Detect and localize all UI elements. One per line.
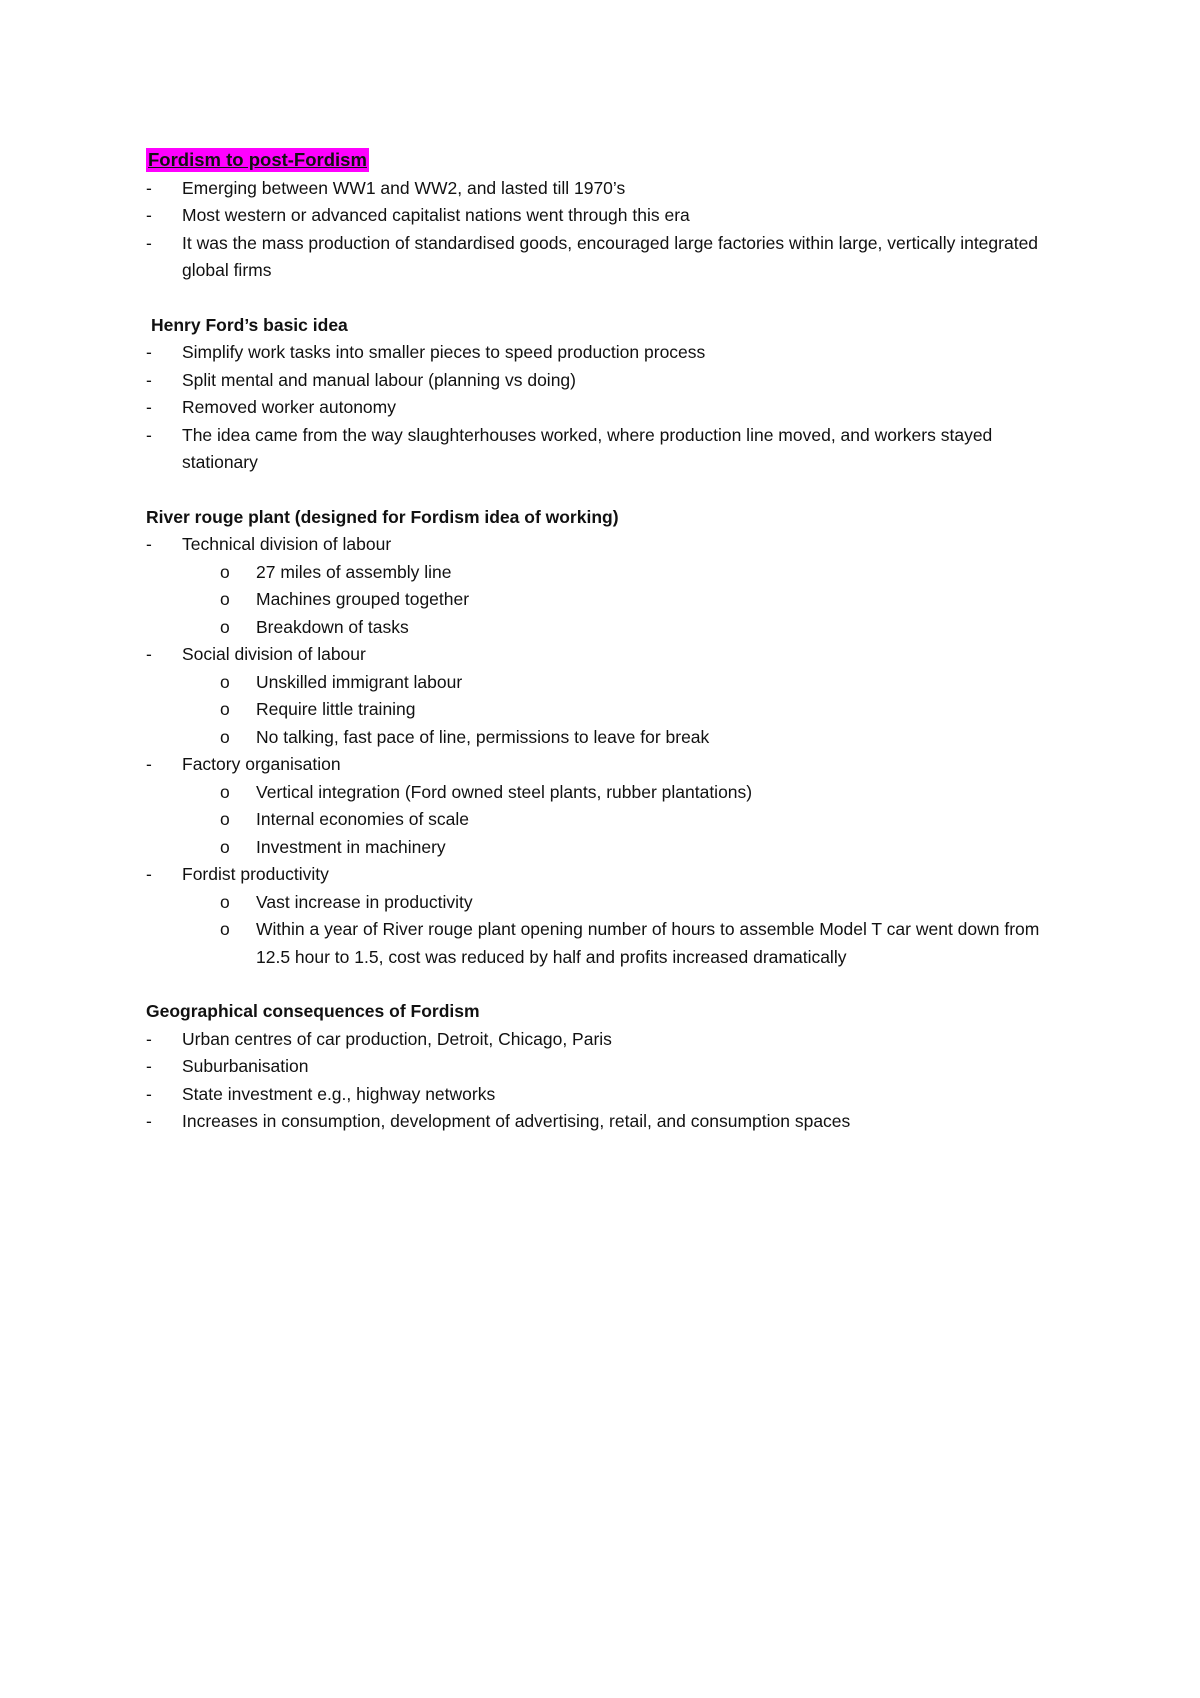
sub-item-text: Vast increase in productivity xyxy=(256,891,473,912)
circle-bullet: o xyxy=(220,836,230,857)
list-item xyxy=(146,175,1046,203)
list-item-text: Most western or advanced capitalist nations went through this era xyxy=(182,205,690,225)
page-title: Fordism to post-Fordism xyxy=(148,149,367,170)
section-heading-geography: Geographical consequences of Fordism xyxy=(146,1001,480,1021)
circle-bullet: o xyxy=(220,616,230,637)
list-item-text: Increases in consumption, development of advertising, retail, and consumption spaces xyxy=(182,1111,851,1131)
dash-bullet: - xyxy=(146,177,152,198)
list-item xyxy=(146,422,1046,477)
dash-bullet: - xyxy=(146,1056,152,1076)
list-item-text: Fordist productivity xyxy=(182,864,329,884)
sub-list-item xyxy=(146,834,1046,862)
dash-bullet: - xyxy=(146,397,152,417)
sub-item-text: Investment in machinery xyxy=(256,836,446,857)
list-item-text: Simplify work tasks into smaller pieces to speed production process xyxy=(182,342,706,362)
circle-bullet: o xyxy=(220,726,230,747)
list-item xyxy=(146,367,1046,395)
circle-bullet: o xyxy=(220,699,230,719)
dash-bullet: - xyxy=(146,534,152,554)
list-item-text: It was the mass production of standardised goods, encouraged large factories within large, vertically integrated global firms xyxy=(182,232,1039,280)
list-item xyxy=(146,641,1046,669)
circle-bullet: o xyxy=(220,671,230,692)
sub-item-text: Machines grouped together xyxy=(256,589,470,609)
list-item xyxy=(146,230,1046,285)
sub-list-item xyxy=(146,916,1046,971)
circle-bullet: o xyxy=(220,589,230,609)
circle-bullet: o xyxy=(220,561,230,582)
list-item xyxy=(146,1108,1046,1136)
henry-ford-list xyxy=(146,339,1046,477)
list-item-text: Urban centres of car production, Detroit, Chicago, Paris xyxy=(182,1028,612,1049)
river-rouge-list xyxy=(146,531,1046,971)
list-item xyxy=(146,531,1046,559)
list-item xyxy=(146,751,1046,779)
dash-bullet: - xyxy=(146,754,152,774)
circle-bullet: o xyxy=(220,919,230,939)
sub-list-item xyxy=(146,806,1046,834)
list-item xyxy=(146,1081,1046,1109)
sub-item-text: Breakdown of tasks xyxy=(256,616,409,637)
geography-list xyxy=(146,1026,1046,1136)
list-item xyxy=(146,1053,1046,1081)
dash-bullet: - xyxy=(146,205,152,225)
sub-list-item xyxy=(146,889,1046,917)
sub-item-text: 27 miles of assembly line xyxy=(256,561,452,582)
dash-bullet: - xyxy=(146,1083,152,1104)
sub-item-text: Internal economies of scale xyxy=(256,809,470,829)
dash-bullet: - xyxy=(146,424,152,445)
sub-list-item xyxy=(146,696,1046,724)
circle-bullet: o xyxy=(220,809,230,829)
section-heading-henry-ford: Henry Ford’s basic idea xyxy=(151,314,348,335)
circle-bullet: o xyxy=(220,781,230,802)
intro-list xyxy=(146,175,1046,285)
dash-bullet: - xyxy=(146,232,152,253)
dash-bullet: - xyxy=(146,1028,152,1049)
dash-bullet: - xyxy=(146,864,152,884)
sub-list-item xyxy=(146,559,1046,587)
list-item-text: Emerging between WW1 and WW2, and lasted till 1970’s xyxy=(182,177,626,198)
list-item-text: State investment e.g., highway networks xyxy=(182,1083,496,1104)
document-content xyxy=(146,147,1046,1136)
section-heading-river-rouge: River rouge plant (designed for Fordism idea of working) xyxy=(146,506,619,527)
sub-list-item xyxy=(146,779,1046,807)
dash-bullet: - xyxy=(146,369,152,390)
sub-item-text: Require little training xyxy=(256,699,416,719)
list-item-text: The idea came from the way slaughterhouses worked, where production line moved, and workers stayed stationary xyxy=(182,424,993,472)
sub-item-text: Within a year of River rouge plant opening number of hours to assemble Model T car went down from 12.5 hour to 1.5, cost was reduced by half and profits increased dramatically xyxy=(256,919,1040,967)
list-item xyxy=(146,861,1046,889)
list-item-text: Suburbanisation xyxy=(182,1056,309,1076)
sub-list-item xyxy=(146,724,1046,752)
list-item xyxy=(146,394,1046,422)
list-item-text: Social division of labour xyxy=(182,644,366,664)
circle-bullet: o xyxy=(220,891,230,912)
sub-list-item xyxy=(146,669,1046,697)
list-item xyxy=(146,339,1046,367)
sub-item-text: Vertical integration (Ford owned steel plants, rubber plantations) xyxy=(256,781,753,802)
list-item-text: Removed worker autonomy xyxy=(182,397,396,417)
list-item xyxy=(146,202,1046,230)
sub-list-item xyxy=(146,614,1046,642)
list-item-text: Factory organisation xyxy=(182,754,341,774)
sub-item-text: Unskilled immigrant labour xyxy=(256,671,463,692)
list-item-text: Technical division of labour xyxy=(182,534,392,554)
sub-list-item xyxy=(146,586,1046,614)
dash-bullet: - xyxy=(146,342,152,362)
dash-bullet: - xyxy=(146,1111,152,1131)
dash-bullet: - xyxy=(146,644,152,664)
sub-item-text: No talking, fast pace of line, permissions to leave for break xyxy=(256,726,710,747)
list-item-text: Split mental and manual labour (planning vs doing) xyxy=(182,369,576,390)
list-item xyxy=(146,1026,1046,1054)
